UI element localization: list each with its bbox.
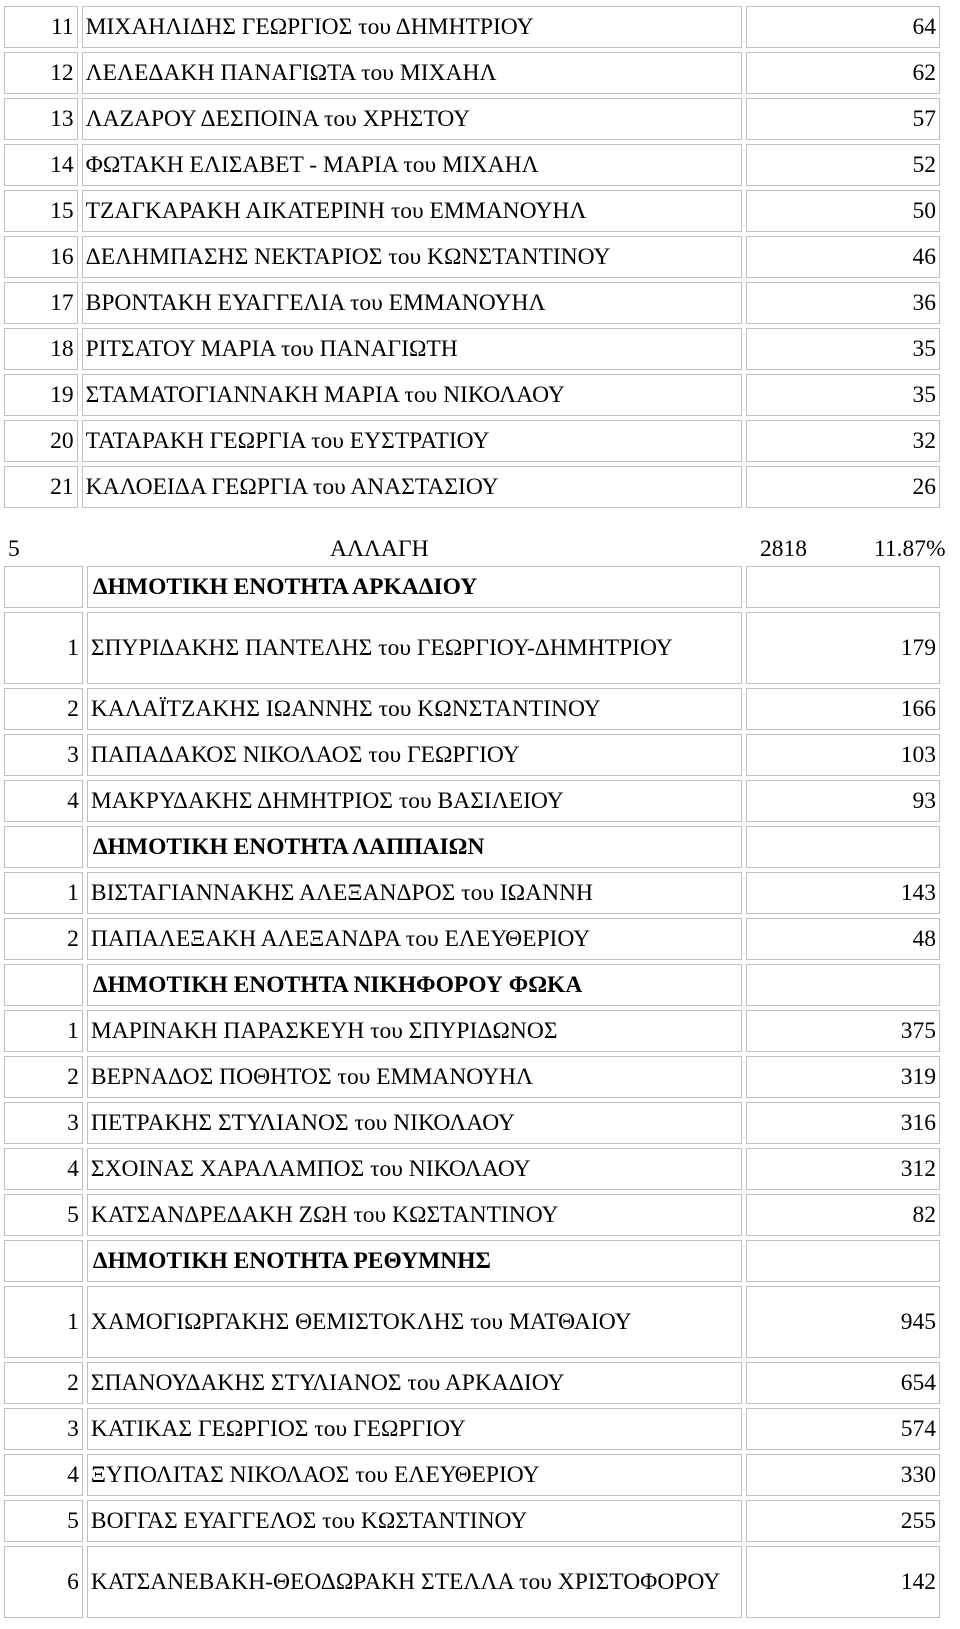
table-row bbox=[4, 98, 940, 140]
candidate-rank: 1 bbox=[4, 1286, 83, 1358]
candidate-votes: 48 bbox=[746, 918, 940, 960]
candidate-name: ΠΑΠΑΔΑΚΟΣ ΝΙΚΟΛΑΟΣ του ΓΕΩΡΓΙΟΥ bbox=[87, 734, 742, 776]
candidate-rank: 14 bbox=[4, 144, 78, 186]
candidate-rank: 18 bbox=[4, 328, 78, 370]
candidate-rank: 21 bbox=[4, 466, 78, 508]
candidate-votes: 64 bbox=[746, 6, 940, 48]
candidate-votes: 36 bbox=[746, 282, 940, 324]
candidate-votes: 62 bbox=[746, 52, 940, 94]
candidate-rank: 4 bbox=[4, 1454, 83, 1496]
candidate-name: ΒΟΓΓΑΣ ΕΥΑΓΓΕΛΟΣ του ΚΩΣΤΑΝΤΙΝΟΥ bbox=[87, 1500, 742, 1542]
empty-cell bbox=[746, 566, 940, 608]
table-row bbox=[4, 1500, 940, 1542]
table-row bbox=[4, 1010, 940, 1052]
unit-header-row bbox=[4, 566, 940, 608]
table-row bbox=[4, 282, 940, 324]
table-row bbox=[4, 190, 940, 232]
candidate-votes: 375 bbox=[746, 1010, 940, 1052]
candidate-rank: 1 bbox=[4, 872, 83, 914]
unit-header-row bbox=[4, 964, 940, 1006]
candidate-name: ΤΑΤΑΡΑΚΗ ΓΕΩΡΓΙΑ του ΕΥΣΤΡΑΤΙΟΥ bbox=[82, 420, 743, 462]
candidate-name: ΚΑΛΟΕΙΔΑ ΓΕΩΡΓΙΑ του ΑΝΑΣΤΑΣΙΟΥ bbox=[82, 466, 743, 508]
candidate-name: ΛΕΛΕΔΑΚΗ ΠΑΝΑΓΙΩΤΑ του ΜΙΧΑΗΛ bbox=[82, 52, 743, 94]
candidate-votes: 179 bbox=[746, 612, 940, 684]
unit-title: ΔΗΜΟΤΙΚΗ ΕΝΟΤΗΤΑ ΛΑΠΠΑΙΩΝ bbox=[87, 826, 742, 868]
candidate-rank: 4 bbox=[4, 780, 83, 822]
candidate-rank: 6 bbox=[4, 1546, 83, 1618]
table-row bbox=[4, 780, 940, 822]
candidate-rank: 15 bbox=[4, 190, 78, 232]
candidate-votes: 312 bbox=[746, 1148, 940, 1190]
candidate-rank: 2 bbox=[4, 688, 83, 730]
candidate-rank: 5 bbox=[4, 1500, 83, 1542]
candidate-rank: 12 bbox=[4, 52, 78, 94]
candidate-rank: 20 bbox=[4, 420, 78, 462]
candidate-votes: 26 bbox=[746, 466, 940, 508]
table-row bbox=[4, 734, 940, 776]
unit-title: ΔΗΜΟΤΙΚΗ ΕΝΟΤΗΤΑ ΝΙΚΗΦΟΡΟΥ ΦΩΚΑ bbox=[87, 964, 742, 1006]
candidate-votes: 52 bbox=[746, 144, 940, 186]
empty-cell bbox=[746, 964, 940, 1006]
table-row bbox=[4, 1056, 940, 1098]
candidate-name: ΠΑΠΑΛΕΞΑΚΗ ΑΛΕΞΑΝΔΡΑ του ΕΛΕΥΘΕΡΙΟΥ bbox=[87, 918, 742, 960]
table-row bbox=[4, 612, 940, 684]
candidates-table-units bbox=[0, 562, 944, 1622]
unit-title: ΔΗΜΟΤΙΚΗ ΕΝΟΤΗΤΑ ΑΡΚΑΔΙΟΥ bbox=[87, 566, 742, 608]
candidate-votes: 103 bbox=[746, 734, 940, 776]
candidate-name: ΡΙΤΣΑΤΟΥ ΜΑΡΙΑ του ΠΑΝΑΓΙΩΤΗ bbox=[82, 328, 743, 370]
unit-title: ΔΗΜΟΤΙΚΗ ΕΝΟΤΗΤΑ ΡΕΘΥΜΝΗΣ bbox=[87, 1240, 742, 1282]
candidate-name: ΚΑΤΣΑΝΕΒΑΚΗ-ΘΕΟΔΩΡΑΚΗ ΣΤΕΛΛΑ του ΧΡΙΣΤΟΦΟΡΟΥ bbox=[87, 1546, 742, 1618]
unit-header-row bbox=[4, 1240, 940, 1282]
candidate-rank: 17 bbox=[4, 282, 78, 324]
table-row bbox=[4, 466, 940, 508]
candidate-votes: 50 bbox=[746, 190, 940, 232]
table-row bbox=[4, 374, 940, 416]
candidate-name: ΔΕΛΗΜΠΑΣΗΣ ΝΕΚΤΑΡΙΟΣ του ΚΩΝΣΤΑΝΤΙΝΟΥ bbox=[82, 236, 743, 278]
candidate-votes: 255 bbox=[746, 1500, 940, 1542]
candidate-name: ΒΙΣΤΑΓΙΑΝΝΑΚΗΣ ΑΛΕΞΑΝΔΡΟΣ του ΙΩΑΝΝΗ bbox=[87, 872, 742, 914]
table-row bbox=[4, 1546, 940, 1618]
candidate-rank: 11 bbox=[4, 6, 78, 48]
table-row bbox=[4, 918, 940, 960]
empty-cell bbox=[4, 964, 83, 1006]
candidate-name: ΣΤΑΜΑΤΟΓΙΑΝΝΑΚΗ ΜΑΡΙΑ του ΝΙΚΟΛΑΟΥ bbox=[82, 374, 743, 416]
empty-cell bbox=[746, 1240, 940, 1282]
party-index: 5 bbox=[8, 536, 20, 562]
party-percent: 11.87% bbox=[874, 536, 946, 562]
table-row bbox=[4, 6, 940, 48]
table-row bbox=[4, 1454, 940, 1496]
candidate-name: ΒΡΟΝΤΑΚΗ ΕΥΑΓΓΕΛΙΑ του ΕΜΜΑΝΟΥΗΛ bbox=[82, 282, 743, 324]
empty-cell bbox=[4, 1240, 83, 1282]
candidate-name: ΣΧΟΙΝΑΣ ΧΑΡΑΛΑΜΠΟΣ του ΝΙΚΟΛΑΟΥ bbox=[87, 1148, 742, 1190]
candidates-table-top bbox=[0, 2, 944, 512]
table-row bbox=[4, 236, 940, 278]
candidate-votes: 654 bbox=[746, 1362, 940, 1404]
candidate-rank: 3 bbox=[4, 1408, 83, 1450]
table-row bbox=[4, 1148, 940, 1190]
table-row bbox=[4, 144, 940, 186]
table-row bbox=[4, 1102, 940, 1144]
candidate-name: ΦΩΤΑΚΗ ΕΛΙΣΑΒΕΤ - ΜΑΡΙΑ του ΜΙΧΑΗΛ bbox=[82, 144, 743, 186]
candidate-name: ΒΕΡΝΑΔΟΣ ΠΟΘΗΤΟΣ του ΕΜΜΑΝΟΥΗΛ bbox=[87, 1056, 742, 1098]
candidate-votes: 35 bbox=[746, 374, 940, 416]
table-row bbox=[4, 1194, 940, 1236]
candidate-rank: 2 bbox=[4, 1056, 83, 1098]
candidate-votes: 142 bbox=[746, 1546, 940, 1618]
candidate-votes: 316 bbox=[746, 1102, 940, 1144]
candidate-rank: 13 bbox=[4, 98, 78, 140]
candidate-name: ΞΥΠΟΛΙΤΑΣ ΝΙΚΟΛΑΟΣ του ΕΛΕΥΘΕΡΙΟΥ bbox=[87, 1454, 742, 1496]
candidate-votes: 82 bbox=[746, 1194, 940, 1236]
candidate-name: ΣΠΥΡΙΔΑΚΗΣ ΠΑΝΤΕΛΗΣ του ΓΕΩΡΓΙΟΥ-ΔΗΜΗΤΡΙΟΥ bbox=[87, 612, 742, 684]
candidate-name: ΚΑΤΙΚΑΣ ΓΕΩΡΓΙΟΣ του ΓΕΩΡΓΙΟΥ bbox=[87, 1408, 742, 1450]
table-row bbox=[4, 1408, 940, 1450]
candidate-rank: 5 bbox=[4, 1194, 83, 1236]
party-votes: 2818 bbox=[760, 536, 807, 562]
candidate-name: ΚΑΛΑΪΤΖΑΚΗΣ ΙΩΑΝΝΗΣ του ΚΩΝΣΤΑΝΤΙΝΟΥ bbox=[87, 688, 742, 730]
candidate-rank: 16 bbox=[4, 236, 78, 278]
candidate-votes: 46 bbox=[746, 236, 940, 278]
candidate-votes: 945 bbox=[746, 1286, 940, 1358]
candidate-name: ΠΕΤΡΑΚΗΣ ΣΤΥΛΙΑΝΟΣ του ΝΙΚΟΛΑΟΥ bbox=[87, 1102, 742, 1144]
candidate-votes: 35 bbox=[746, 328, 940, 370]
candidate-votes: 330 bbox=[746, 1454, 940, 1496]
candidate-votes: 32 bbox=[746, 420, 940, 462]
candidate-name: ΛΑΖΑΡΟΥ ΔΕΣΠΟΙΝΑ του ΧΡΗΣΤΟΥ bbox=[82, 98, 743, 140]
candidate-name: ΜΑΚΡΥΔΑΚΗΣ ΔΗΜΗΤΡΙΟΣ του ΒΑΣΙΛΕΙΟΥ bbox=[87, 780, 742, 822]
candidate-votes: 166 bbox=[746, 688, 940, 730]
candidate-votes: 93 bbox=[746, 780, 940, 822]
candidate-votes: 57 bbox=[746, 98, 940, 140]
candidate-votes: 574 bbox=[746, 1408, 940, 1450]
candidate-name: ΚΑΤΣΑΝΔΡΕΔΑΚΗ ΖΩΗ του ΚΩΣΤΑΝΤΙΝΟΥ bbox=[87, 1194, 742, 1236]
candidate-rank: 2 bbox=[4, 1362, 83, 1404]
table-row bbox=[4, 328, 940, 370]
candidate-name: ΜΑΡΙΝΑΚΗ ΠΑΡΑΣΚΕΥΗ του ΣΠΥΡΙΔΩΝΟΣ bbox=[87, 1010, 742, 1052]
candidate-votes: 319 bbox=[746, 1056, 940, 1098]
table-row bbox=[4, 688, 940, 730]
candidate-rank: 3 bbox=[4, 734, 83, 776]
candidate-rank: 4 bbox=[4, 1148, 83, 1190]
candidate-name: ΣΠΑΝΟΥΔΑΚΗΣ ΣΤΥΛΙΑΝΟΣ του ΑΡΚΑΔΙΟΥ bbox=[87, 1362, 742, 1404]
party-name: ΑΛΛΑΓΗ bbox=[330, 536, 429, 562]
table-row bbox=[4, 1286, 940, 1358]
candidate-rank: 1 bbox=[4, 1010, 83, 1052]
table-row bbox=[4, 52, 940, 94]
empty-cell bbox=[4, 566, 83, 608]
candidate-rank: 1 bbox=[4, 612, 83, 684]
table-row bbox=[4, 420, 940, 462]
candidate-votes: 143 bbox=[746, 872, 940, 914]
candidate-rank: 3 bbox=[4, 1102, 83, 1144]
candidate-name: ΤΖΑΓΚΑΡΑΚΗ ΑΙΚΑΤΕΡΙΝΗ του ΕΜΜΑΝΟΥΗΛ bbox=[82, 190, 743, 232]
candidate-rank: 2 bbox=[4, 918, 83, 960]
empty-cell bbox=[746, 826, 940, 868]
table-row bbox=[4, 1362, 940, 1404]
candidate-name: ΧΑΜΟΓΙΩΡΓΑΚΗΣ ΘΕΜΙΣΤΟΚΛΗΣ του ΜΑΤΘΑΙΟΥ bbox=[87, 1286, 742, 1358]
candidate-rank: 19 bbox=[4, 374, 78, 416]
candidate-name: ΜΙΧΑΗΛΙΔΗΣ ΓΕΩΡΓΙΟΣ του ΔΗΜΗΤΡΙΟΥ bbox=[82, 6, 743, 48]
empty-cell bbox=[4, 826, 83, 868]
unit-header-row bbox=[4, 826, 940, 868]
table-row bbox=[4, 872, 940, 914]
